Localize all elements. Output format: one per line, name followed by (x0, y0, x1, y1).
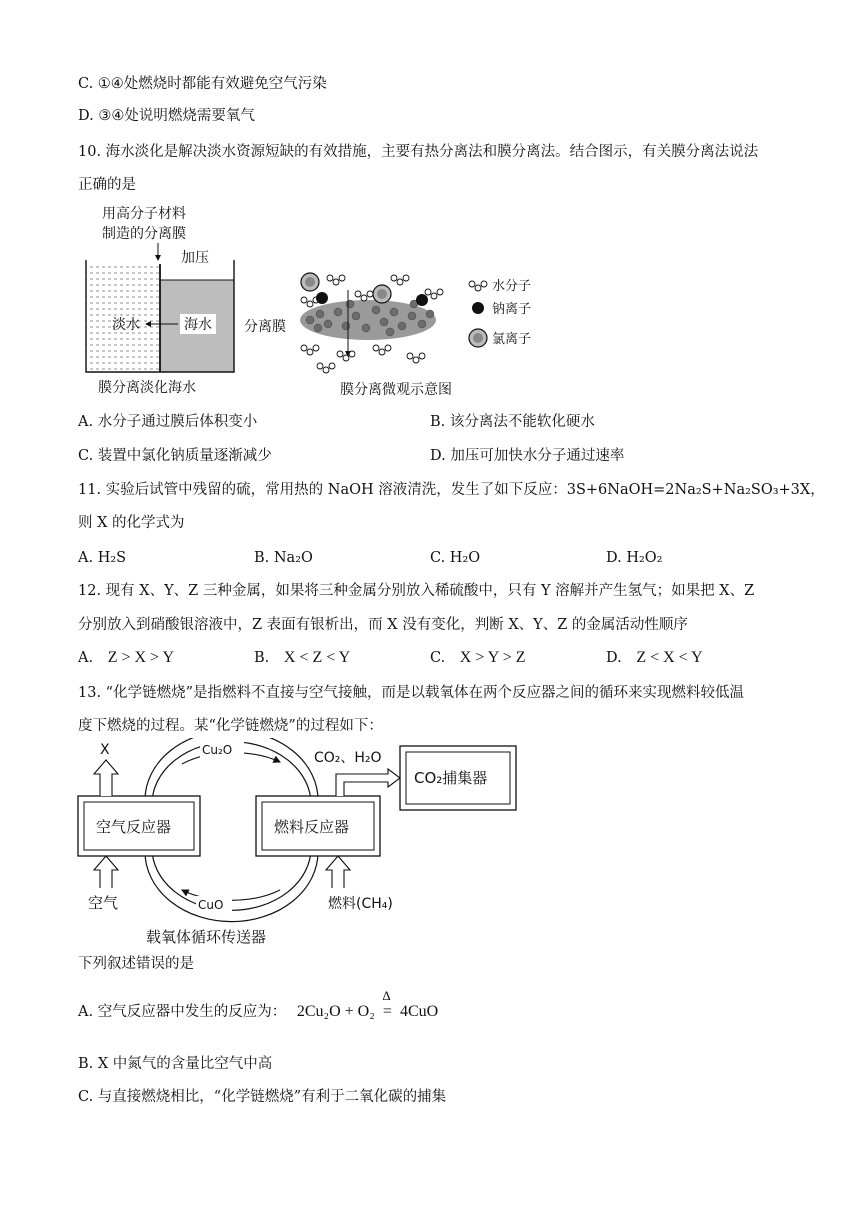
q12-stem-line2: 分别放入到硝酸银溶液中，Z 表面有银析出，而 X 没有变化，判断 X、Y、Z 的金属活动性顺序 (78, 617, 688, 633)
q10-figure (78, 198, 578, 403)
q12-option-a-label: A. (78, 650, 94, 666)
legend-sodium-label: 钠离子 (492, 302, 532, 317)
cuo-label: CuO (198, 898, 224, 912)
q13-option-a-eq-condition: Δ (382, 988, 391, 1003)
pressure-label: 加压 (181, 250, 209, 266)
q12-option-a-text: Z > X > Y (107, 649, 175, 666)
q10-stem-line1: 10. 海水淡化是解决淡水资源短缺的有效措施，主要有热分离法和膜分离法。结合图示，有关膜分离法说法 (78, 144, 759, 160)
membrane-note-line1: 用高分子材料 (102, 206, 186, 222)
fuel-input-label: 燃料(CH₄) (328, 896, 393, 912)
q11-option-b: B. Na₂O (254, 550, 313, 566)
legend-sodium-icon (472, 302, 484, 314)
q13-option-a-prefix: A. 空气反应器中发生的反应为： (78, 1004, 287, 1020)
q13-stem-line3: 下列叙述错误的是 (78, 956, 194, 972)
q11-option-d: D. H₂O₂ (606, 550, 663, 566)
q12-option-b-text: X < Z < Y (283, 649, 351, 666)
q12-option-c (430, 648, 526, 668)
q12-option-d-label: D. (606, 650, 622, 666)
q12-option-c-text: X > Y > Z (459, 649, 526, 666)
q11-option-a: A. H₂S (78, 550, 127, 566)
fresh-water-label: 淡水 (112, 317, 140, 333)
co2-capture-label: CO₂捕集器 (414, 769, 488, 787)
q13-stem-line2: 度下燃烧的过程。某“化学链燃烧”的过程如下： (78, 718, 383, 734)
q9-option-d: D. ③④处说明燃烧需要氧气 (78, 108, 255, 124)
q12-option-b (254, 648, 350, 668)
legend-chloride-label: 氯离子 (492, 332, 532, 347)
air-reactor-label: 空气反应器 (96, 818, 172, 836)
air-input-label: 空气 (88, 894, 119, 912)
sea-water-label: 海水 (184, 317, 212, 333)
loop-caption: 载氧体循环传送器 (146, 928, 267, 946)
q13-option-a (78, 988, 439, 1022)
q10-option-b: B. 该分离法不能软化硬水 (430, 414, 595, 430)
q13-option-a-eq-sign: Δ = (382, 988, 392, 1020)
q12-option-d (606, 648, 703, 668)
legend-water-label: 水分子 (492, 279, 532, 294)
q12-option-d-text: Z < X < Y (636, 649, 703, 666)
membrane-side-label: 分离膜 (244, 319, 286, 335)
q9-option-c: C. ①④处燃烧时都能有效避免空气污染 (78, 76, 327, 92)
q10-option-d: D. 加压可加快水分子通过速率 (430, 448, 625, 464)
q12-stem-line1: 12. 现有 X、Y、Z 三种金属，如果将三种金属分别放入稀硫酸中，只有 Y 溶解并产生氢气；如果把 X、Z (78, 583, 755, 599)
left-caption: 膜分离淡化海水 (98, 380, 196, 396)
right-caption: 膜分离微观示意图 (340, 382, 452, 398)
legend-water-icon (469, 281, 487, 291)
membrane-note-line2: 制造的分离膜 (102, 226, 186, 242)
q10-option-a: A. 水分子通过膜后体积变小 (78, 414, 258, 430)
co2-h2o-label: CO₂、H₂O (314, 750, 382, 766)
q12-option-c-label: C. (430, 650, 446, 666)
membrane-particles (300, 300, 436, 340)
q13-option-a-eq-left: 2Cu₂O + O₂ (296, 1003, 375, 1020)
q12-option-a (78, 648, 174, 668)
q13-figure (70, 738, 530, 950)
q13-option-a-eq-right: 4CuO (400, 1003, 439, 1020)
q13-option-b: B. X 中氮气的含量比空气中高 (78, 1056, 273, 1072)
q11-stem-line1: 11. 实验后试管中残留的硫，常用热的 NaOH 溶液清洗，发生了如下反应：3S+6NaOH=2Na₂S+Na₂SO₃+3X， (78, 482, 825, 498)
q10-option-c: C. 装置中氯化钠质量逐渐减少 (78, 448, 272, 464)
q11-option-c: C. H₂O (430, 550, 481, 566)
q10-stem-line2: 正确的是 (78, 177, 136, 193)
fuel-reactor-label: 燃料反应器 (274, 818, 350, 836)
q13-option-c: C. 与直接燃烧相比，“化学链燃烧”有利于二氧化碳的捕集 (78, 1089, 447, 1105)
q12-option-b-label: B. (254, 650, 270, 666)
cu2o-label: Cu₂O (202, 743, 233, 757)
q11-stem-line2: 则 X 的化学式为 (78, 515, 185, 531)
x-output-label: X (100, 742, 110, 758)
q13-stem-line1: 13. “化学链燃烧”是指燃料不直接与空气接触，而是以载氧体在两个反应器之间的循环来实现燃料较低温 (78, 685, 744, 701)
